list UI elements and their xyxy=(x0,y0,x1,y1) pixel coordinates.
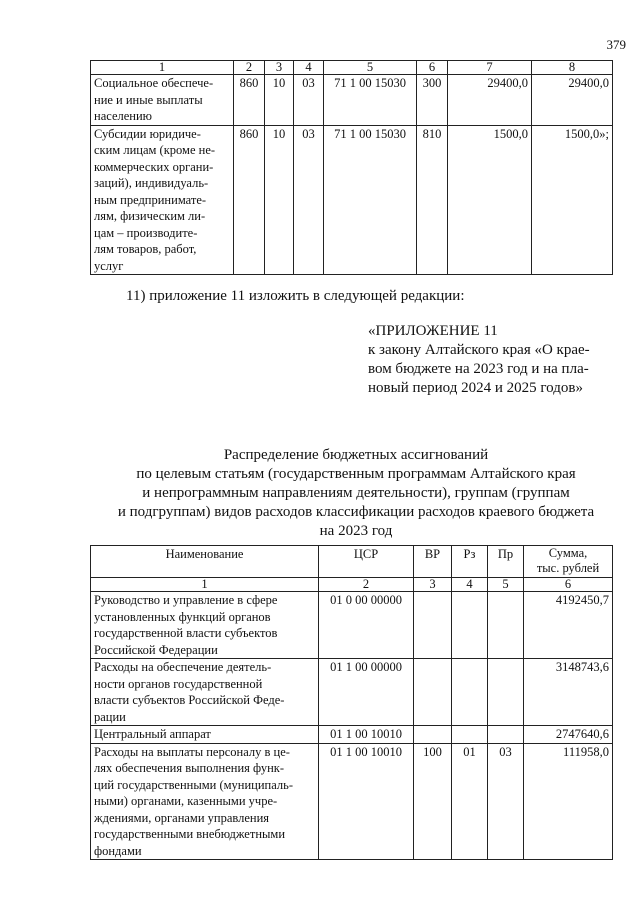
top-table xyxy=(90,60,613,275)
header-cell: 7 xyxy=(448,61,532,75)
budget-table xyxy=(90,545,613,860)
row-vr: 100 xyxy=(414,743,452,860)
row-csr: 01 1 00 10010 xyxy=(319,726,414,744)
row-amount: 1500,0»; xyxy=(532,125,613,275)
table-row xyxy=(91,659,613,726)
row-subsection: 03 xyxy=(294,75,324,126)
row-code: 860 xyxy=(234,125,265,275)
page-number: 379 xyxy=(606,37,626,52)
header-csr: ЦСР xyxy=(319,546,414,578)
row-name: Расходы на выплаты персоналу в це- лях обеспечения выполнения функ- ций государственными (муниципаль- ными) органами, казенными учре- ждениями, органами управления государственными внебюджетными фондами xyxy=(91,743,319,860)
row-code: 860 xyxy=(234,75,265,126)
row-sum: 2747640,6 xyxy=(524,726,613,744)
table-row xyxy=(91,75,613,126)
header-number: 3 xyxy=(414,578,452,592)
row-type: 300 xyxy=(417,75,448,126)
row-sum: 4192450,7 xyxy=(524,592,613,659)
row-rz xyxy=(452,726,488,744)
row-sum: 3148743,6 xyxy=(524,659,613,726)
row-amount: 29400,0 xyxy=(532,75,613,126)
row-name: Социальное обеспече- ние и иные выплаты населению xyxy=(91,75,234,126)
table-row xyxy=(91,743,613,860)
header-vr: ВР xyxy=(414,546,452,578)
budget-table-header xyxy=(91,546,613,578)
header-cell: 8 xyxy=(532,61,613,75)
header-cell: 1 xyxy=(91,61,234,75)
appendix-line: к закону Алтайского края «О крае- xyxy=(368,342,590,358)
header-cell: 2 xyxy=(234,61,265,75)
row-rz xyxy=(452,592,488,659)
row-section: 10 xyxy=(265,125,294,275)
table-row xyxy=(91,592,613,659)
row-vr xyxy=(414,659,452,726)
row-amount: 29400,0 xyxy=(448,75,532,126)
row-csr: 01 0 00 00000 xyxy=(319,592,414,659)
row-section: 10 xyxy=(265,75,294,126)
row-pr xyxy=(488,659,524,726)
row-name: Руководство и управление в сфере установленных функций органов государственной власти субъектов Российской Федерации xyxy=(91,592,319,659)
top-table-header xyxy=(91,61,613,75)
row-pr xyxy=(488,592,524,659)
row-name: Расходы на обеспечение деятель- ности органов государственной власти субъектов Российской Феде- рации xyxy=(91,659,319,726)
header-number: 5 xyxy=(488,578,524,592)
row-vr xyxy=(414,592,452,659)
header-cell: 3 xyxy=(265,61,294,75)
header-number: 6 xyxy=(524,578,613,592)
row-target: 71 1 00 15030 xyxy=(324,75,417,126)
document-title: Распределение бюджетных ассигнований по целевым статьям (государственным программам Алтайского края и непрограммным направлениям деятельности), группам (группам и подгруппам) видов расходов классификации расходов краевого бюджета на 2023 год xyxy=(117,447,595,539)
header-number: 4 xyxy=(452,578,488,592)
appendix-line: новый период 2024 и 2025 годов» xyxy=(368,380,583,396)
header-cell: 5 xyxy=(324,61,417,75)
amendment-item: 11) приложение 11 изложить в следующей редакции: xyxy=(126,288,465,304)
row-target: 71 1 00 15030 xyxy=(324,125,417,275)
row-csr: 01 1 00 10010 xyxy=(319,743,414,860)
row-name: Центральный аппарат xyxy=(91,726,319,744)
appendix-title: «ПРИЛОЖЕНИЕ 11 xyxy=(368,323,498,339)
row-rz xyxy=(452,659,488,726)
header-cell: 6 xyxy=(417,61,448,75)
table-row xyxy=(91,125,613,275)
row-vr xyxy=(414,726,452,744)
header-name: Наименование xyxy=(91,546,319,578)
header-pr: Пр xyxy=(488,546,524,578)
header-cell: 4 xyxy=(294,61,324,75)
row-pr: 03 xyxy=(488,743,524,860)
row-pr xyxy=(488,726,524,744)
row-sum: 111958,0 xyxy=(524,743,613,860)
header-sum: Сумма, тыс. рублей xyxy=(524,546,613,578)
table-row xyxy=(91,726,613,744)
appendix-header xyxy=(368,322,604,398)
row-name: Субсидии юридиче- ским лицам (кроме не- коммерческих органи- заций), индивидуаль- ным предпринимате- лям, физическим ли- цам – производите- лям товаров, работ, услуг xyxy=(91,125,234,275)
appendix-line: вом бюджете на 2023 год и на пла- xyxy=(368,361,589,377)
row-amount: 1500,0 xyxy=(448,125,532,275)
budget-table-numbers xyxy=(91,578,613,592)
row-subsection: 03 xyxy=(294,125,324,275)
row-type: 810 xyxy=(417,125,448,275)
header-rz: Рз xyxy=(452,546,488,578)
header-number: 1 xyxy=(91,578,319,592)
row-rz: 01 xyxy=(452,743,488,860)
row-csr: 01 1 00 00000 xyxy=(319,659,414,726)
header-number: 2 xyxy=(319,578,414,592)
